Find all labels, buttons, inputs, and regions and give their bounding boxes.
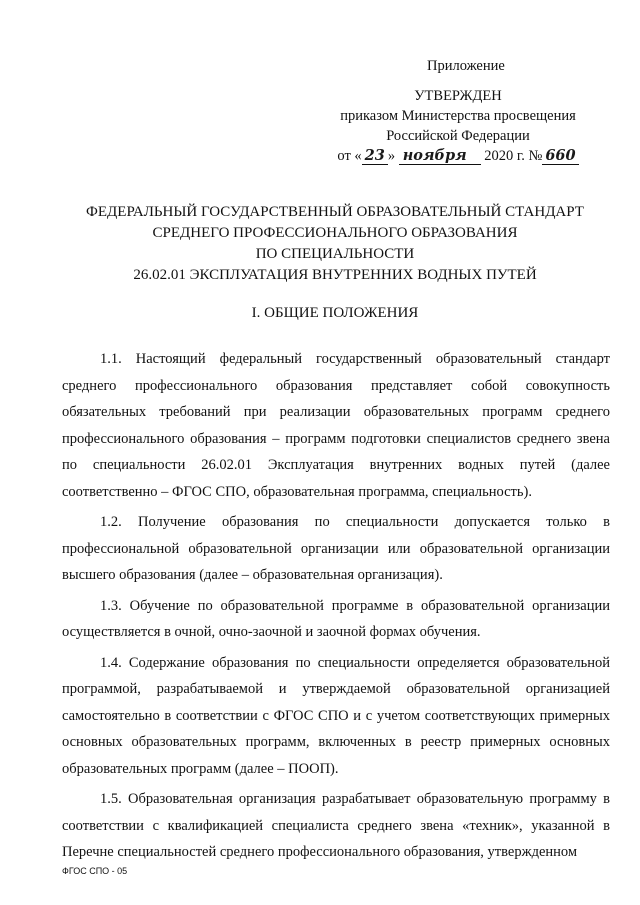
title-line-1: ФЕДЕРАЛЬНЫЙ ГОСУДАРСТВЕННЫЙ ОБРАЗОВАТЕЛЬНЫЙ СТАНДАРТ [86,204,584,220]
date-day-close: » [387,148,396,164]
section-heading: I. ОБЩИЕ ПОЛОЖЕНИЯ [251,305,419,321]
document-body [62,346,610,870]
date-year: 2020 г. № [484,148,543,164]
handwritten-day: 23 [362,148,388,165]
handwritten-order-number: 660 [542,148,578,165]
paragraph-1-2: 1.2. Получение образования по специальности допускается только в профессиональной образовательной организации или образовательной организации высшего образования (далее – образовательная организация). [62,514,610,583]
order-date-line [328,146,588,166]
page-footer: ФГОС СПО - 05 [62,866,128,876]
title-line-4: 26.02.01 ЭКСПЛУАТАЦИЯ ВНУТРЕННИХ ВОДНЫХ ПУТЕЙ [133,267,537,283]
paragraph-1-4: 1.4. Содержание образования по специальности определяется образовательной программой, разрабатываемой и утверждаемой образовательной организацией самостоятельно в соответствии с ФГОС СПО и с учетом соответствующих примерных основных образовательных программ, включенных в реестр примерных основных образовательных программ (далее – ПООП). [62,654,610,777]
document-title [62,202,608,286]
order-line-2: Российской Федерации [386,128,530,144]
title-line-2: СРЕДНЕГО ПРОФЕССИОНАЛЬНОГО ОБРАЗОВАНИЯ [152,225,518,241]
paragraph-1-3: 1.3. Обучение по образовательной программе в образовательной организации осуществляется в очной, очно-заочной и заочной формах обучения. [62,597,610,640]
date-prefix: от « [337,148,362,164]
order-line-1: приказом Министерства просвещения [340,108,576,124]
handwritten-month: ноября [399,148,481,165]
paragraph-1-5: 1.5. Образовательная организация разрабатывает образовательную программу в соответствии с квалификацией специалиста среднего звена «техник», указанной в Перечне специальностей среднего профессионального образования, утвержденном [62,791,610,860]
title-line-3: ПО СПЕЦИАЛЬНОСТИ [255,246,415,262]
paragraph-1-1: 1.1. Настоящий федеральный государственный образовательный стандарт среднего профессионального образования представляет собой совокупность обязательных требований при реализации образовательных программ среднего профессионального образования – программ подготовки специалистов среднего звена по специальности 26.02.01 Эксплуатация внутренних водных путей (далее соответственно – ФГОС СПО, образовательная программа, специальность). [62,351,610,500]
approval-block [328,86,588,166]
appendix-label: Приложение [427,58,505,74]
approved-label: УТВЕРЖДЕН [414,88,502,104]
